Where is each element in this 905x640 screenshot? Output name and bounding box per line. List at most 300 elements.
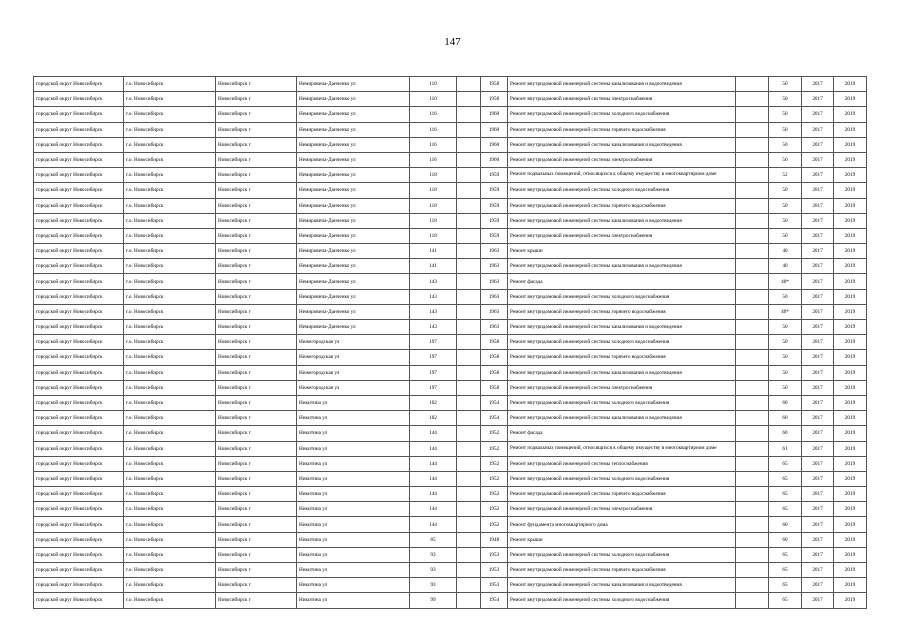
year-cell: 1953 bbox=[481, 563, 508, 578]
house-number-cell: 144 bbox=[410, 426, 457, 441]
municipality-cell: городской округ Новосибирск bbox=[34, 244, 124, 259]
blank-cell bbox=[736, 152, 769, 167]
district-cell: г.о. Новосибирск bbox=[124, 228, 216, 243]
table-row bbox=[34, 517, 867, 532]
end-year-cell: 2019 bbox=[834, 441, 867, 456]
table-row bbox=[34, 365, 867, 380]
house-number-cell: 85 bbox=[410, 532, 457, 547]
district-cell: г.о. Новосибирск bbox=[124, 168, 216, 183]
end-year-cell: 2019 bbox=[834, 426, 867, 441]
table-row bbox=[34, 137, 867, 152]
house-number-cell: 197 bbox=[410, 350, 457, 365]
municipality-cell: городской округ Новосибирск bbox=[34, 395, 124, 410]
blank-cell bbox=[736, 365, 769, 380]
district-cell: г.о. Новосибирск bbox=[124, 395, 216, 410]
start-year-cell: 2017 bbox=[802, 92, 834, 107]
street-cell: Немировича-Данченко ул bbox=[297, 168, 410, 183]
blank-cell bbox=[736, 77, 769, 92]
wear-percent-cell: 65 bbox=[769, 563, 802, 578]
building-cell bbox=[457, 395, 481, 410]
end-year-cell: 2019 bbox=[834, 487, 867, 502]
start-year-cell: 2017 bbox=[802, 411, 834, 426]
year-cell: 1963 bbox=[481, 244, 508, 259]
municipality-cell: городской округ Новосибирск bbox=[34, 456, 124, 471]
work-type-cell: Ремонт внутридомовой инженерной системы электроснабжения bbox=[508, 228, 736, 243]
city-cell: Новосибирск г bbox=[216, 350, 297, 365]
table-row bbox=[34, 563, 867, 578]
wear-percent-cell: 50 bbox=[769, 183, 802, 198]
municipality-cell: городской округ Новосибирск bbox=[34, 259, 124, 274]
work-type-cell: Ремонт внутридомовой инженерной системы горячего водоснабжения bbox=[508, 487, 736, 502]
table-row bbox=[34, 578, 867, 593]
city-cell: Новосибирск г bbox=[216, 487, 297, 502]
house-number-cell: 93 bbox=[410, 563, 457, 578]
end-year-cell: 2019 bbox=[834, 380, 867, 395]
year-cell: 1963 bbox=[481, 320, 508, 335]
house-number-cell: 143 bbox=[410, 304, 457, 319]
work-type-cell: Ремонт внутридомовой инженерной системы холодного водоснабжения bbox=[508, 547, 736, 562]
start-year-cell: 2017 bbox=[802, 426, 834, 441]
street-cell: Никитина ул bbox=[297, 502, 410, 517]
street-cell: Немировича-Данченко ул bbox=[297, 244, 410, 259]
building-cell bbox=[457, 456, 481, 471]
wear-percent-cell: 50 bbox=[769, 213, 802, 228]
wear-percent-cell: 65 bbox=[769, 502, 802, 517]
district-cell: г.о. Новосибирск bbox=[124, 77, 216, 92]
year-cell: 1958 bbox=[481, 380, 508, 395]
start-year-cell: 2017 bbox=[802, 578, 834, 593]
end-year-cell: 2019 bbox=[834, 137, 867, 152]
start-year-cell: 2017 bbox=[802, 122, 834, 137]
district-cell: г.о. Новосибирск bbox=[124, 487, 216, 502]
work-type-cell: Ремонт внутридомовой инженерной системы горячего водоснабжения bbox=[508, 563, 736, 578]
year-cell: 1958 bbox=[481, 92, 508, 107]
wear-percent-cell: 65 bbox=[769, 456, 802, 471]
district-cell: г.о. Новосибирск bbox=[124, 563, 216, 578]
table-row bbox=[34, 426, 867, 441]
work-type-cell: Ремонт внутридомовой инженерной системы холодного водоснабжения bbox=[508, 289, 736, 304]
street-cell: Никитина ул bbox=[297, 578, 410, 593]
city-cell: Новосибирск г bbox=[216, 517, 297, 532]
table-row bbox=[34, 152, 867, 167]
district-cell: г.о. Новосибирск bbox=[124, 244, 216, 259]
table-row bbox=[34, 411, 867, 426]
municipality-cell: городской округ Новосибирск bbox=[34, 107, 124, 122]
blank-cell bbox=[736, 122, 769, 137]
district-cell: г.о. Новосибирск bbox=[124, 213, 216, 228]
building-cell bbox=[457, 77, 481, 92]
building-cell bbox=[457, 107, 481, 122]
house-number-cell: 197 bbox=[410, 365, 457, 380]
end-year-cell: 2019 bbox=[834, 259, 867, 274]
wear-percent-cell: 65 bbox=[769, 487, 802, 502]
work-type-cell: Ремонт внутридомовой инженерной системы холодного водоснабжения bbox=[508, 183, 736, 198]
street-cell: Немировича-Данченко ул bbox=[297, 183, 410, 198]
district-cell: г.о. Новосибирск bbox=[124, 471, 216, 486]
start-year-cell: 2017 bbox=[802, 532, 834, 547]
house-number-cell: 118 bbox=[410, 213, 457, 228]
wear-percent-cell: 60 bbox=[769, 532, 802, 547]
wear-percent-cell: 50 bbox=[769, 350, 802, 365]
year-cell: 1958 bbox=[481, 77, 508, 92]
municipality-cell: городской округ Новосибирск bbox=[34, 426, 124, 441]
district-cell: г.о. Новосибирск bbox=[124, 350, 216, 365]
city-cell: Новосибирск г bbox=[216, 213, 297, 228]
house-number-cell: 143 bbox=[410, 274, 457, 289]
work-type-cell: Ремонт внутридомовой инженерной системы электроснабжения bbox=[508, 502, 736, 517]
end-year-cell: 2019 bbox=[834, 350, 867, 365]
start-year-cell: 2017 bbox=[802, 471, 834, 486]
blank-cell bbox=[736, 259, 769, 274]
work-type-cell: Ремонт внутридомовой инженерной системы горячего водоснабжения bbox=[508, 122, 736, 137]
work-type-cell: Ремонт внутридомовой инженерной системы канализования и водоотведения bbox=[508, 365, 736, 380]
year-cell: 1954 bbox=[481, 593, 508, 608]
blank-cell bbox=[736, 183, 769, 198]
blank-cell bbox=[736, 228, 769, 243]
municipality-cell: городской округ Новосибирск bbox=[34, 274, 124, 289]
district-cell: г.о. Новосибирск bbox=[124, 411, 216, 426]
house-number-cell: 144 bbox=[410, 456, 457, 471]
street-cell: Немировича-Данченко ул bbox=[297, 137, 410, 152]
district-cell: г.о. Новосибирск bbox=[124, 517, 216, 532]
end-year-cell: 2019 bbox=[834, 365, 867, 380]
table-row bbox=[34, 77, 867, 92]
blank-cell bbox=[736, 213, 769, 228]
street-cell: Немировича-Данченко ул bbox=[297, 228, 410, 243]
district-cell: г.о. Новосибирск bbox=[124, 593, 216, 608]
house-number-cell: 110 bbox=[410, 77, 457, 92]
city-cell: Новосибирск г bbox=[216, 320, 297, 335]
city-cell: Новосибирск г bbox=[216, 502, 297, 517]
building-cell bbox=[457, 228, 481, 243]
house-number-cell: 118 bbox=[410, 228, 457, 243]
repair-schedule-table bbox=[33, 76, 867, 609]
work-type-cell: Ремонт внутридомовой инженерной системы холодного водоснабжения bbox=[508, 471, 736, 486]
house-number-cell: 141 bbox=[410, 244, 457, 259]
street-cell: Никитина ул bbox=[297, 563, 410, 578]
year-cell: 1963 bbox=[481, 274, 508, 289]
municipality-cell: городской округ Новосибирск bbox=[34, 320, 124, 335]
district-cell: г.о. Новосибирск bbox=[124, 380, 216, 395]
wear-percent-cell: 52 bbox=[769, 168, 802, 183]
year-cell: 1952 bbox=[481, 426, 508, 441]
start-year-cell: 2017 bbox=[802, 183, 834, 198]
wear-percent-cell: 40* bbox=[769, 304, 802, 319]
table-row bbox=[34, 487, 867, 502]
house-number-cell: 102 bbox=[410, 411, 457, 426]
municipality-cell: городской округ Новосибирск bbox=[34, 487, 124, 502]
house-number-cell: 141 bbox=[410, 259, 457, 274]
blank-cell bbox=[736, 198, 769, 213]
start-year-cell: 2017 bbox=[802, 244, 834, 259]
table-row bbox=[34, 532, 867, 547]
start-year-cell: 2017 bbox=[802, 502, 834, 517]
year-cell: 1960 bbox=[481, 107, 508, 122]
street-cell: Немировича-Данченко ул bbox=[297, 289, 410, 304]
district-cell: г.о. Новосибирск bbox=[124, 92, 216, 107]
year-cell: 1954 bbox=[481, 395, 508, 410]
wear-percent-cell: 50 bbox=[769, 107, 802, 122]
building-cell bbox=[457, 441, 481, 456]
end-year-cell: 2019 bbox=[834, 411, 867, 426]
building-cell bbox=[457, 547, 481, 562]
year-cell: 1959 bbox=[481, 228, 508, 243]
building-cell bbox=[457, 244, 481, 259]
blank-cell bbox=[736, 289, 769, 304]
house-number-cell: 118 bbox=[410, 183, 457, 198]
year-cell: 1963 bbox=[481, 289, 508, 304]
end-year-cell: 2019 bbox=[834, 289, 867, 304]
start-year-cell: 2017 bbox=[802, 274, 834, 289]
district-cell: г.о. Новосибирск bbox=[124, 456, 216, 471]
building-cell bbox=[457, 259, 481, 274]
city-cell: Новосибирск г bbox=[216, 198, 297, 213]
building-cell bbox=[457, 365, 481, 380]
municipality-cell: городской округ Новосибирск bbox=[34, 441, 124, 456]
building-cell bbox=[457, 152, 481, 167]
end-year-cell: 2019 bbox=[834, 593, 867, 608]
work-type-cell: Ремонт подвальных помещений, относящихся к общему имуществу в многоквартирном доме bbox=[508, 441, 736, 456]
street-cell: Никитина ул bbox=[297, 411, 410, 426]
table-row bbox=[34, 304, 867, 319]
year-cell: 1954 bbox=[481, 411, 508, 426]
year-cell: 1963 bbox=[481, 259, 508, 274]
municipality-cell: городской округ Новосибирск bbox=[34, 92, 124, 107]
work-type-cell: Ремонт внутридомовой инженерной системы горячего водоснабжения bbox=[508, 198, 736, 213]
work-type-cell: Ремонт крыши bbox=[508, 244, 736, 259]
street-cell: Никитина ул bbox=[297, 471, 410, 486]
table-row bbox=[34, 441, 867, 456]
year-cell: 1959 bbox=[481, 213, 508, 228]
district-cell: г.о. Новосибирск bbox=[124, 137, 216, 152]
blank-cell bbox=[736, 487, 769, 502]
district-cell: г.о. Новосибирск bbox=[124, 198, 216, 213]
year-cell: 1952 bbox=[481, 441, 508, 456]
end-year-cell: 2019 bbox=[834, 198, 867, 213]
street-cell: Никитина ул bbox=[297, 426, 410, 441]
table-row bbox=[34, 92, 867, 107]
city-cell: Новосибирск г bbox=[216, 304, 297, 319]
table-row bbox=[34, 456, 867, 471]
work-type-cell: Ремонт внутридомовой инженерной системы электроснабжения bbox=[508, 152, 736, 167]
street-cell: Никитина ул bbox=[297, 441, 410, 456]
start-year-cell: 2017 bbox=[802, 137, 834, 152]
work-type-cell: Ремонт внутридомовой инженерной системы канализования и водоотведения bbox=[508, 320, 736, 335]
table-body bbox=[34, 77, 867, 609]
district-cell: г.о. Новосибирск bbox=[124, 578, 216, 593]
table-row bbox=[34, 228, 867, 243]
start-year-cell: 2017 bbox=[802, 289, 834, 304]
year-cell: 1959 bbox=[481, 198, 508, 213]
year-cell: 1959 bbox=[481, 183, 508, 198]
house-number-cell: 102 bbox=[410, 395, 457, 410]
start-year-cell: 2017 bbox=[802, 168, 834, 183]
work-type-cell: Ремонт внутридомовой инженерной системы канализования и водоотведения bbox=[508, 411, 736, 426]
street-cell: Нижегородская ул bbox=[297, 335, 410, 350]
building-cell bbox=[457, 137, 481, 152]
district-cell: г.о. Новосибирск bbox=[124, 183, 216, 198]
building-cell bbox=[457, 274, 481, 289]
city-cell: Новосибирск г bbox=[216, 365, 297, 380]
municipality-cell: городской округ Новосибирск bbox=[34, 547, 124, 562]
municipality-cell: городской округ Новосибирск bbox=[34, 471, 124, 486]
work-type-cell: Ремонт фасада bbox=[508, 426, 736, 441]
house-number-cell: 144 bbox=[410, 502, 457, 517]
table-row bbox=[34, 289, 867, 304]
house-number-cell: 197 bbox=[410, 380, 457, 395]
blank-cell bbox=[736, 532, 769, 547]
start-year-cell: 2017 bbox=[802, 441, 834, 456]
building-cell bbox=[457, 426, 481, 441]
end-year-cell: 2019 bbox=[834, 183, 867, 198]
wear-percent-cell: 65 bbox=[769, 547, 802, 562]
year-cell: 1952 bbox=[481, 517, 508, 532]
district-cell: г.о. Новосибирск bbox=[124, 274, 216, 289]
table-row bbox=[34, 122, 867, 137]
municipality-cell: городской округ Новосибирск bbox=[34, 152, 124, 167]
blank-cell bbox=[736, 517, 769, 532]
end-year-cell: 2019 bbox=[834, 563, 867, 578]
start-year-cell: 2017 bbox=[802, 380, 834, 395]
city-cell: Новосибирск г bbox=[216, 107, 297, 122]
start-year-cell: 2017 bbox=[802, 365, 834, 380]
year-cell: 1960 bbox=[481, 137, 508, 152]
city-cell: Новосибирск г bbox=[216, 426, 297, 441]
table-row bbox=[34, 380, 867, 395]
year-cell: 1953 bbox=[481, 547, 508, 562]
house-number-cell: 93 bbox=[410, 578, 457, 593]
street-cell: Нижегородская ул bbox=[297, 350, 410, 365]
house-number-cell: 143 bbox=[410, 289, 457, 304]
wear-percent-cell: 65 bbox=[769, 471, 802, 486]
city-cell: Новосибирск г bbox=[216, 92, 297, 107]
street-cell: Немировича-Данченко ул bbox=[297, 92, 410, 107]
city-cell: Новосибирск г bbox=[216, 137, 297, 152]
blank-cell bbox=[736, 350, 769, 365]
blank-cell bbox=[736, 274, 769, 289]
table-row bbox=[34, 547, 867, 562]
year-cell: 1959 bbox=[481, 168, 508, 183]
city-cell: Новосибирск г bbox=[216, 456, 297, 471]
blank-cell bbox=[736, 502, 769, 517]
district-cell: г.о. Новосибирск bbox=[124, 426, 216, 441]
end-year-cell: 2019 bbox=[834, 502, 867, 517]
work-type-cell: Ремонт внутридомовой инженерной системы горячего водоснабжения bbox=[508, 350, 736, 365]
wear-percent-cell: 65 bbox=[769, 578, 802, 593]
start-year-cell: 2017 bbox=[802, 350, 834, 365]
end-year-cell: 2019 bbox=[834, 456, 867, 471]
start-year-cell: 2017 bbox=[802, 228, 834, 243]
blank-cell bbox=[736, 107, 769, 122]
district-cell: г.о. Новосибирск bbox=[124, 547, 216, 562]
house-number-cell: 116 bbox=[410, 137, 457, 152]
district-cell: г.о. Новосибирск bbox=[124, 259, 216, 274]
end-year-cell: 2019 bbox=[834, 152, 867, 167]
blank-cell bbox=[736, 547, 769, 562]
blank-cell bbox=[736, 426, 769, 441]
year-cell: 1958 bbox=[481, 335, 508, 350]
city-cell: Новосибирск г bbox=[216, 395, 297, 410]
street-cell: Немировича-Данченко ул bbox=[297, 274, 410, 289]
house-number-cell: 116 bbox=[410, 107, 457, 122]
start-year-cell: 2017 bbox=[802, 456, 834, 471]
municipality-cell: городской округ Новосибирск bbox=[34, 304, 124, 319]
building-cell bbox=[457, 593, 481, 608]
wear-percent-cell: 50 bbox=[769, 77, 802, 92]
year-cell: 1958 bbox=[481, 365, 508, 380]
house-number-cell: 99 bbox=[410, 593, 457, 608]
street-cell: Немировича-Данченко ул bbox=[297, 304, 410, 319]
work-type-cell: Ремонт внутридомовой инженерной системы холодного водоснабжения bbox=[508, 107, 736, 122]
start-year-cell: 2017 bbox=[802, 593, 834, 608]
end-year-cell: 2019 bbox=[834, 471, 867, 486]
start-year-cell: 2017 bbox=[802, 198, 834, 213]
blank-cell bbox=[736, 380, 769, 395]
municipality-cell: городской округ Новосибирск bbox=[34, 380, 124, 395]
blank-cell bbox=[736, 471, 769, 486]
end-year-cell: 2019 bbox=[834, 122, 867, 137]
city-cell: Новосибирск г bbox=[216, 563, 297, 578]
municipality-cell: городской округ Новосибирск bbox=[34, 289, 124, 304]
house-number-cell: 144 bbox=[410, 471, 457, 486]
start-year-cell: 2017 bbox=[802, 395, 834, 410]
city-cell: Новосибирск г bbox=[216, 532, 297, 547]
wear-percent-cell: 50 bbox=[769, 137, 802, 152]
street-cell: Никитина ул bbox=[297, 593, 410, 608]
year-cell: 1952 bbox=[481, 487, 508, 502]
page-number: 147 bbox=[444, 36, 461, 48]
street-cell: Нижегородская ул bbox=[297, 380, 410, 395]
municipality-cell: городской округ Новосибирск bbox=[34, 578, 124, 593]
blank-cell bbox=[736, 593, 769, 608]
end-year-cell: 2019 bbox=[834, 395, 867, 410]
district-cell: г.о. Новосибирск bbox=[124, 152, 216, 167]
building-cell bbox=[457, 502, 481, 517]
wear-percent-cell: 50 bbox=[769, 92, 802, 107]
end-year-cell: 2019 bbox=[834, 304, 867, 319]
house-number-cell: 144 bbox=[410, 517, 457, 532]
table-row bbox=[34, 168, 867, 183]
municipality-cell: городской округ Новосибирск bbox=[34, 350, 124, 365]
street-cell: Нижегородская ул bbox=[297, 365, 410, 380]
building-cell bbox=[457, 289, 481, 304]
municipality-cell: городской округ Новосибирск bbox=[34, 198, 124, 213]
start-year-cell: 2017 bbox=[802, 152, 834, 167]
table-row bbox=[34, 395, 867, 410]
wear-percent-cell: 50 bbox=[769, 365, 802, 380]
district-cell: г.о. Новосибирск bbox=[124, 122, 216, 137]
city-cell: Новосибирск г bbox=[216, 228, 297, 243]
district-cell: г.о. Новосибирск bbox=[124, 335, 216, 350]
work-type-cell: Ремонт подвальных помещений, относящихся к общему имуществу в многоквартирном доме bbox=[508, 168, 736, 183]
city-cell: Новосибирск г bbox=[216, 122, 297, 137]
building-cell bbox=[457, 350, 481, 365]
street-cell: Немировича-Данченко ул bbox=[297, 259, 410, 274]
end-year-cell: 2019 bbox=[834, 532, 867, 547]
end-year-cell: 2019 bbox=[834, 547, 867, 562]
wear-percent-cell: 50 bbox=[769, 335, 802, 350]
city-cell: Новосибирск г bbox=[216, 441, 297, 456]
table-row bbox=[34, 213, 867, 228]
wear-percent-cell: 61 bbox=[769, 441, 802, 456]
city-cell: Новосибирск г bbox=[216, 244, 297, 259]
house-number-cell: 93 bbox=[410, 547, 457, 562]
table-row bbox=[34, 107, 867, 122]
district-cell: г.о. Новосибирск bbox=[124, 532, 216, 547]
blank-cell bbox=[736, 395, 769, 410]
wear-percent-cell: 60 bbox=[769, 517, 802, 532]
municipality-cell: городской округ Новосибирск bbox=[34, 335, 124, 350]
